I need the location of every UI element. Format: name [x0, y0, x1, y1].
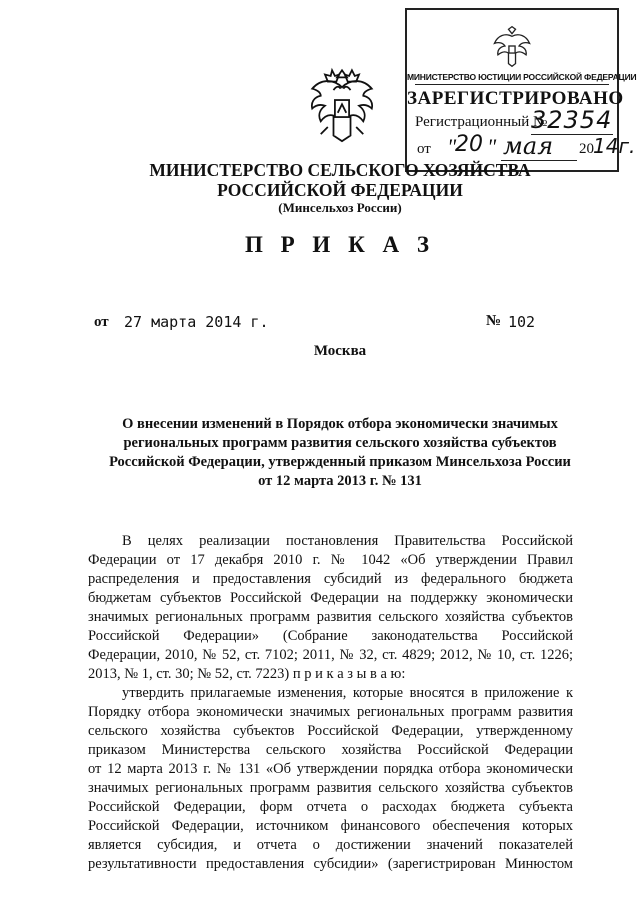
- ministry-name-line-2: РОССИЙСКОЙ ФЕДЕРАЦИИ: [217, 180, 463, 200]
- registration-stamp: [405, 8, 637, 172]
- stamp-month: мая: [503, 132, 554, 160]
- body-line: 2013, № 1, ст. 30; № 52, ст. 7223) п р и к а з ы в а ю:: [88, 666, 406, 682]
- order-subject: [60, 415, 620, 491]
- body-line: распределения и предоставления субсидий из федерального бюджета: [88, 571, 573, 587]
- body-line: приказом Министерства сельского хозяйства Российской Федерации: [88, 742, 573, 758]
- stamp-reg-number-label: Регистрационный №: [415, 114, 548, 130]
- body-paragraph-2: [88, 684, 573, 874]
- stamp-year-suffix: 14г.: [593, 134, 636, 158]
- stamp-divider: [415, 84, 609, 85]
- subject-line: Российской Федерации, утвержденный приказом Минсельхоза России: [109, 454, 571, 470]
- order-city: Москва: [313, 343, 367, 359]
- document-type-title: П Р И К А З: [244, 232, 435, 257]
- subject-line: О внесении изменений в Порядок отбора экономически значимых: [122, 416, 558, 432]
- body-line: Федерации, 2010, № 52, ст. 7102; 2011, № 32, ст. 4829; 2012, № 10, ст. 1226;: [88, 647, 573, 663]
- body-line: бюджетам субъектов Российской Федерации на поддержку экономически: [88, 590, 573, 606]
- body-line: утвердить прилагаемые изменения, которые вносятся в приложение к: [122, 685, 573, 701]
- ministry-short-name: (Минсельхоз России): [278, 200, 402, 215]
- body-line: результативности предоставления субсидии» (зарегистрирован Минюстом: [88, 856, 573, 872]
- ministry-name-line-1: МИНИСТЕРСТВО СЕЛЬСКОГО ХОЗЯЙСТВА: [149, 160, 531, 180]
- stamp-ministry-name: МИНИСТЕРСТВО ЮСТИЦИИ РОССИЙСКОЙ ФЕДЕРАЦИИ: [407, 72, 637, 82]
- body-line: Российской Федерации» (Собрание законодательства Российской: [88, 628, 573, 644]
- body-line: Российской Федерации, источником финансового обеспечения которых: [88, 818, 573, 834]
- stamp-quote-open: ": [447, 134, 457, 159]
- body-line: Российской Федерации, форм отчета о расходах бюджета субъекта: [88, 799, 573, 815]
- body-line: сельского хозяйства субъектов Российской Федерации, утвержденному: [88, 723, 573, 739]
- stamp-date-prefix: от: [417, 141, 431, 157]
- stamp-registered-label: ЗАРЕГИСТРИРОВАНО: [407, 88, 624, 109]
- stamp-reg-number: 32354: [531, 106, 613, 134]
- coat-of-arms-icon: [490, 24, 534, 68]
- body-line: от 12 марта 2013 г. № 131 «Об утверждении порядка отбора экономически: [88, 761, 573, 777]
- stamp-day: 20: [455, 132, 483, 157]
- body-line: Федерации от 17 декабря 2010 г. № 1042 «Об утверждении Правил: [88, 552, 573, 568]
- body-line: является субсидия, и отчета о достижении значений показателей: [88, 837, 573, 853]
- body-line: значимых региональных программ развития сельского хозяйства субъектов: [88, 780, 573, 796]
- body-line: Порядку отбора экономически значимых региональных программ развития: [88, 704, 573, 720]
- stamp-quote-close: ": [487, 134, 497, 159]
- order-number-label: №: [486, 313, 502, 329]
- body-line: В целях реализации постановления Правительства Российской: [122, 533, 573, 549]
- subject-line: региональных программ развития сельского хозяйства субъектов: [123, 435, 557, 451]
- stamp-year-prefix: 20: [579, 141, 594, 157]
- body-line: значимых региональных программ развития сельского хозяйства субъектов: [88, 609, 573, 625]
- order-date-prefix: от: [94, 314, 109, 330]
- order-number: 102: [508, 313, 536, 331]
- order-date: 27 марта 2014 г.: [124, 313, 269, 331]
- subject-line: от 12 марта 2013 г. № 131: [258, 473, 422, 489]
- body-paragraph-1: [88, 532, 573, 684]
- coat-of-arms-icon: [306, 66, 378, 144]
